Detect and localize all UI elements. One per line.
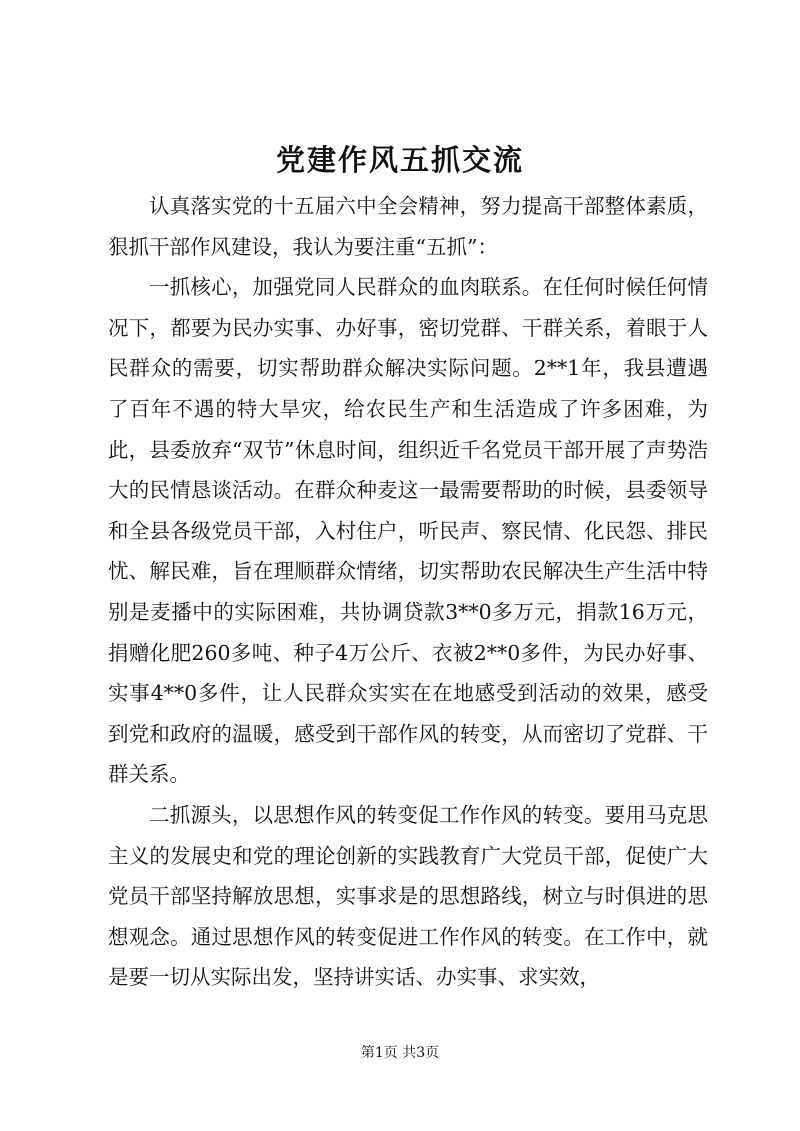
paragraph-first-point: 一抓核心，加强党同人民群众的血肉联系。在任何时候任何情况下，都要为民办实事、办好事，密切党群、干群关系，着眼于人民群众的需要，切实帮助群众解决实际问题。2**1年，我县遭遇了百年不遇的特大旱灾，给农民生产和生活造成了许多困难，为此，县委放弃“双节”休息时间，组织近千名党员干部开展了声势浩大的民情恳谈活动。在群众种麦这一最需要帮助的时候，县委领导和全县各级党员干部，入村住户，听民声、察民情、化民怨、排民忧、解民难，旨在理顺群众情绪，切实帮助农民解决生产生活中特别是麦播中的实际困难，共协调贷款3**0多万元，捐款16万元，捐赠化肥260多吨、种子4万公斤、衣被2**0多件，为民办好事、实事4**0多件，让人民群众实实在在地感受到活动的效果，感受到党和政府的温暖，感受到干部作风的转变，从而密切了党群、干群关系。 — [108, 275, 708, 787]
document-body — [108, 186, 708, 998]
page-number-footer: 第1页 共3页 — [360, 1045, 440, 1061]
document-title: 党建作风五抓交流 — [275, 143, 524, 177]
paragraph-intro: 认真落实党的十五届六中全会精神，努力提高干部整体素质，狠抓干部作风建设，我认为要注重“五抓”： — [108, 194, 708, 259]
paragraph-second-point: 二抓源头，以思想作风的转变促工作作风的转变。要用马克思主义的发展史和党的理论创新的实践教育广大党员干部，促使广大党员干部坚持解放思想，实事求是的思想路线，树立与时俱进的思想观念。通过思想作风的转变促进工作作风的转变。在工作中，就是要一切从实际出发，坚持讲实话、办实事、求实效， — [108, 802, 708, 990]
